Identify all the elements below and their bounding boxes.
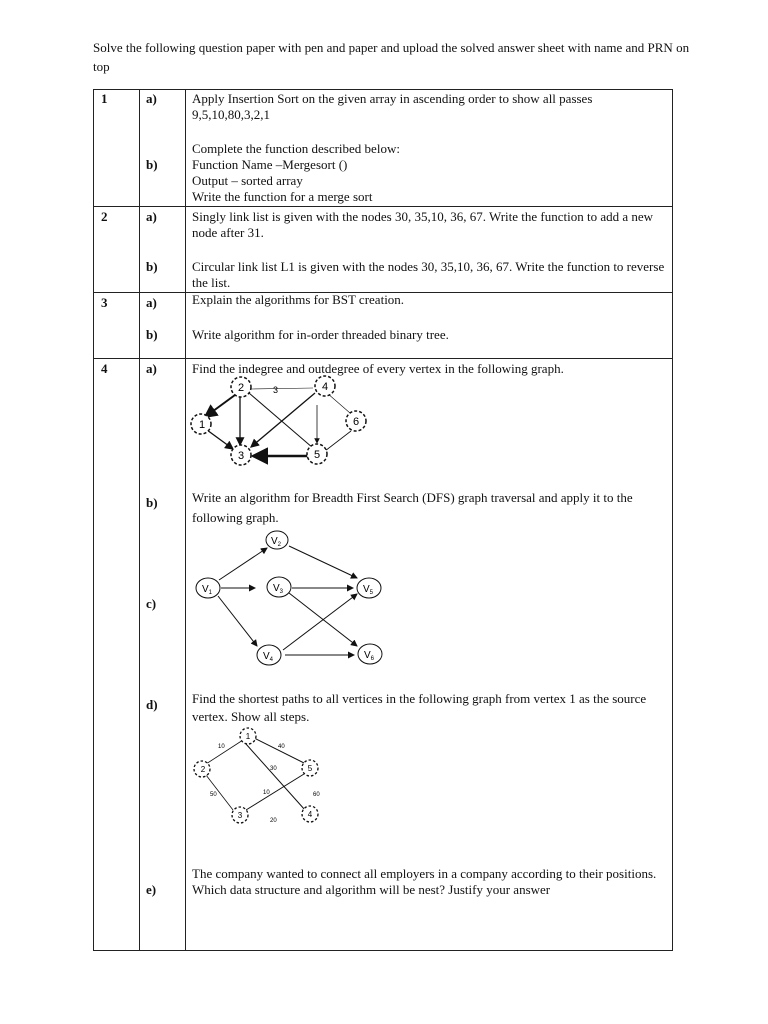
question-4a-text: Find the indegree and outdegree of every vertex in the following graph. (192, 361, 564, 376)
edge-weight: 50 (210, 792, 217, 798)
question-4d-text: Find the shortest paths to all vertices in the following graph from vertex 1 as the source vertex. Show all steps. (192, 691, 647, 724)
graph-node (357, 578, 381, 598)
part-label: b) (146, 259, 158, 274)
text-line: Write the function for a merge sort (192, 189, 373, 204)
question-2b-text: Circular link list L1 is given with the nodes 30, 35,10, 36, 67. Write the function to reverse the list. (192, 259, 665, 290)
edge (218, 596, 257, 646)
edge (251, 388, 313, 389)
graph-node (231, 445, 251, 465)
graph-node (266, 531, 288, 549)
graph-node (358, 644, 382, 664)
part-label: a) (146, 209, 157, 224)
part-label: a) (146, 361, 157, 376)
edge (246, 744, 305, 810)
edge (254, 738, 304, 763)
graph-node (231, 377, 251, 397)
edge-weight: 40 (278, 744, 285, 750)
edge (327, 393, 350, 413)
graph-node (232, 807, 248, 823)
edge-weight: 60 (313, 792, 320, 798)
question-4b-text: Write an algorithm for Breadth First Search (DFS) graph traversal and apply it to the following graph. (192, 490, 633, 525)
question-1b-text (192, 141, 670, 205)
svg-text:2: 2 (237, 382, 245, 394)
svg-text:5: 5 (313, 449, 321, 461)
question-4e-text: The company wanted to connect all employers in a company according to their positions. Which data structure and algorithm will be nest? Justify your answer (192, 866, 657, 897)
part-label: d) (146, 697, 158, 712)
svg-text:V5: $V_5$ (362, 584, 374, 596)
edge (205, 395, 235, 417)
svg-text:V1: $V_1$ (201, 584, 213, 596)
part-label: b) (146, 495, 158, 510)
svg-text:4: 4 (307, 810, 313, 819)
part-label: b) (146, 157, 158, 172)
edge (246, 774, 304, 810)
graph-node (307, 444, 327, 464)
graph-node (196, 578, 220, 598)
svg-text:1: 1 (198, 419, 206, 431)
directed-graph-b (190, 526, 400, 671)
row-divider (94, 358, 672, 359)
svg-text:V3: $V_3$ (272, 583, 284, 595)
graph-node (194, 761, 210, 777)
column-divider (139, 90, 140, 950)
directed-graph-a (185, 375, 385, 470)
graph-node (240, 728, 256, 744)
edge (325, 431, 351, 451)
weighted-graph-d (188, 726, 333, 826)
instructions: Solve the following question paper with pen and paper and upload the solved answer sheet with name and PRN on top (93, 40, 690, 74)
graph-node (315, 376, 335, 396)
svg-text:1: 1 (245, 732, 251, 741)
svg-text:5: 5 (307, 764, 313, 773)
svg-text:2: 2 (200, 765, 206, 774)
edge (251, 393, 315, 447)
edge (207, 430, 233, 449)
edge-weight: 10 (263, 790, 270, 796)
text-line: Function Name –Mergesort () (192, 157, 348, 172)
svg-text:4: 4 (321, 381, 329, 393)
part-label: c) (146, 596, 157, 611)
edge-weight: 10 (218, 744, 225, 750)
question-number: 3 (101, 295, 108, 310)
graph-node (191, 414, 211, 434)
graph-node (302, 806, 318, 822)
edge-weight: 20 (270, 818, 277, 824)
stray-mark: 3 (273, 385, 279, 395)
question-number: 4 (101, 361, 108, 376)
part-label: e) (146, 882, 157, 897)
svg-text:3: 3 (237, 450, 245, 462)
part-label: a) (146, 91, 157, 106)
column-divider (185, 90, 186, 950)
text-line: Output – sorted array (192, 173, 303, 188)
edge-weight: 30 (270, 766, 277, 772)
question-table (93, 89, 673, 951)
question-3b-text: Write algorithm for in-order threaded binary tree. (192, 327, 449, 342)
question-2a-text: Singly link list is given with the nodes 30, 35,10, 36, 67. Write the function to add a new node after 31. (192, 209, 654, 240)
question-3a-text: Explain the algorithms for BST creation. (192, 292, 405, 307)
graph-node (346, 411, 366, 431)
graph-node (257, 645, 281, 665)
edge (219, 548, 267, 580)
graph-node (267, 577, 291, 597)
question-1a-text: Apply Insertion Sort on the given array in ascending order to show all passes 9,5,10,80,3,2,1 (192, 91, 593, 122)
row-divider (94, 206, 672, 207)
question-number: 2 (101, 209, 108, 224)
question-number: 1 (101, 91, 108, 106)
graph-node (302, 760, 318, 776)
edge (289, 546, 357, 578)
svg-text:V6: $V_6$ (363, 650, 375, 662)
svg-text:V2: $V_2$ (270, 536, 282, 548)
svg-text:6: 6 (352, 416, 360, 428)
edge (283, 594, 357, 650)
part-label: a) (146, 295, 157, 310)
svg-text:V4: $V_4$ (262, 651, 274, 663)
text-line: Complete the function described below: (192, 141, 400, 156)
part-label: b) (146, 327, 158, 342)
svg-text:3: 3 (237, 811, 243, 820)
